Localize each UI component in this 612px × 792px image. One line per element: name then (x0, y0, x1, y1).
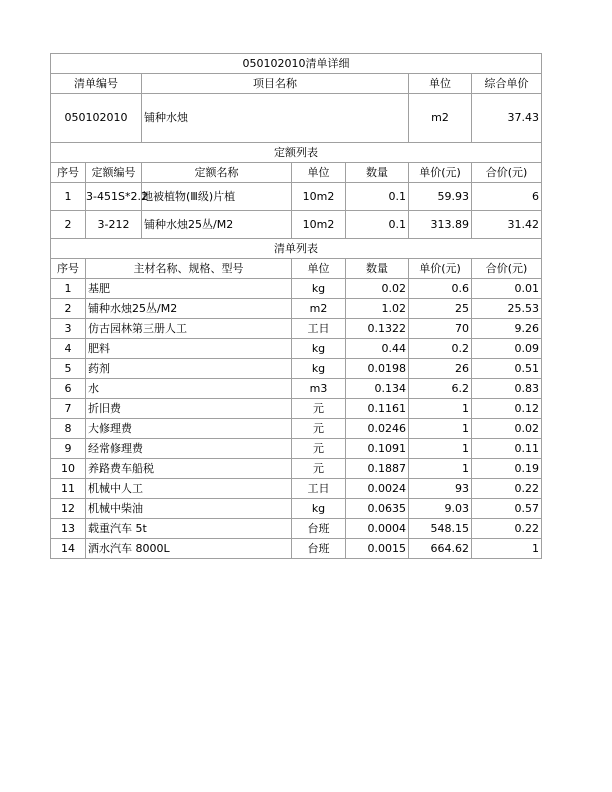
material-unit: 元 (292, 419, 346, 439)
table-row (51, 299, 542, 319)
material-price: 25 (409, 299, 472, 319)
material-name: 仿古园林第三册人工 (86, 319, 292, 339)
material-name: 经常修理费 (86, 439, 292, 459)
material-total: 0.12 (472, 399, 542, 419)
material-name: 机械中柴油 (86, 499, 292, 519)
table-row (51, 183, 542, 211)
materials-col-name: 主材名称、规格、型号 (86, 259, 292, 279)
material-name: 养路费车船税 (86, 459, 292, 479)
materials-col-qty: 数量 (346, 259, 409, 279)
materials-list (51, 279, 542, 559)
quota-total: 31.42 (472, 211, 542, 239)
materials-col-unit: 单位 (292, 259, 346, 279)
quota-no: 1 (51, 183, 86, 211)
bill-name: 铺种水烛 (142, 94, 409, 143)
material-price: 664.62 (409, 539, 472, 559)
material-price: 0.6 (409, 279, 472, 299)
material-qty: 0.0198 (346, 359, 409, 379)
material-unit: kg (292, 279, 346, 299)
table-row (51, 479, 542, 499)
table-row (51, 399, 542, 419)
material-name: 机械中人工 (86, 479, 292, 499)
material-no: 4 (51, 339, 86, 359)
quota-qty: 0.1 (346, 211, 409, 239)
material-no: 11 (51, 479, 86, 499)
material-price: 0.2 (409, 339, 472, 359)
material-qty: 1.02 (346, 299, 409, 319)
material-qty: 0.0015 (346, 539, 409, 559)
quota-total: 6 (472, 183, 542, 211)
material-no: 8 (51, 419, 86, 439)
table-row (51, 279, 542, 299)
material-name: 铺种水烛25丛/M2 (86, 299, 292, 319)
material-no: 5 (51, 359, 86, 379)
quota-col-qty: 数量 (346, 163, 409, 183)
material-unit: m2 (292, 299, 346, 319)
quota-code: 3-212 (86, 211, 142, 239)
material-price: 9.03 (409, 499, 472, 519)
material-total: 0.11 (472, 439, 542, 459)
table-row (51, 519, 542, 539)
quota-unit: 10m2 (292, 211, 346, 239)
material-no: 1 (51, 279, 86, 299)
material-name: 大修理费 (86, 419, 292, 439)
table-row (51, 419, 542, 439)
material-unit: 元 (292, 439, 346, 459)
quota-col-name: 定额名称 (142, 163, 292, 183)
material-no: 3 (51, 319, 86, 339)
material-qty: 0.0635 (346, 499, 409, 519)
material-no: 12 (51, 499, 86, 519)
quota-col-unit: 单位 (292, 163, 346, 183)
material-total: 0.22 (472, 519, 542, 539)
material-qty: 0.44 (346, 339, 409, 359)
material-price: 548.15 (409, 519, 472, 539)
quota-col-price: 单价(元) (409, 163, 472, 183)
quota-code: 3-451S*2.2 (86, 183, 142, 211)
material-unit: 台班 (292, 539, 346, 559)
material-qty: 0.02 (346, 279, 409, 299)
material-no: 13 (51, 519, 86, 539)
material-name: 基肥 (86, 279, 292, 299)
material-total: 0.01 (472, 279, 542, 299)
material-unit: 元 (292, 399, 346, 419)
material-price: 6.2 (409, 379, 472, 399)
material-price: 70 (409, 319, 472, 339)
material-no: 6 (51, 379, 86, 399)
table-row (51, 459, 542, 479)
material-total: 0.02 (472, 419, 542, 439)
quota-price: 313.89 (409, 211, 472, 239)
table-row (51, 211, 542, 239)
material-qty: 0.0246 (346, 419, 409, 439)
material-unit: m3 (292, 379, 346, 399)
table-row (51, 379, 542, 399)
material-unit: 元 (292, 459, 346, 479)
bill-price: 37.43 (472, 94, 542, 143)
material-no: 14 (51, 539, 86, 559)
material-total: 25.53 (472, 299, 542, 319)
unit-label: 单位 (409, 74, 472, 94)
material-total: 0.57 (472, 499, 542, 519)
name-label: 项目名称 (142, 74, 409, 94)
material-name: 洒水汽车 8000L (86, 539, 292, 559)
quota-section-title: 定额列表 (51, 143, 542, 163)
material-total: 1 (472, 539, 542, 559)
material-price: 1 (409, 459, 472, 479)
table-row (51, 319, 542, 339)
price-label: 综合单价 (472, 74, 542, 94)
table-row (51, 339, 542, 359)
material-price: 1 (409, 439, 472, 459)
table-row (51, 539, 542, 559)
materials-col-no: 序号 (51, 259, 86, 279)
material-total: 0.51 (472, 359, 542, 379)
quota-no: 2 (51, 211, 86, 239)
bill-unit: m2 (409, 94, 472, 143)
material-no: 10 (51, 459, 86, 479)
material-qty: 0.1322 (346, 319, 409, 339)
quota-unit: 10m2 (292, 183, 346, 211)
table-row (51, 359, 542, 379)
quota-col-total: 合价(元) (472, 163, 542, 183)
material-price: 1 (409, 419, 472, 439)
material-name: 药剂 (86, 359, 292, 379)
material-price: 93 (409, 479, 472, 499)
bill-detail-table (50, 53, 542, 559)
material-unit: 台班 (292, 519, 346, 539)
material-name: 肥料 (86, 339, 292, 359)
material-total: 9.26 (472, 319, 542, 339)
material-no: 9 (51, 439, 86, 459)
quota-name: 地被植物(Ⅲ级)片植 (142, 183, 292, 211)
material-unit: kg (292, 359, 346, 379)
quota-name: 铺种水烛25丛/M2 (142, 211, 292, 239)
bill-code: 050102010 (51, 94, 142, 143)
quota-col-no: 序号 (51, 163, 86, 183)
material-total: 0.19 (472, 459, 542, 479)
material-qty: 0.134 (346, 379, 409, 399)
material-qty: 0.0024 (346, 479, 409, 499)
quota-col-code: 定额编号 (86, 163, 142, 183)
material-qty: 0.1091 (346, 439, 409, 459)
material-qty: 0.1887 (346, 459, 409, 479)
material-unit: 工日 (292, 479, 346, 499)
material-unit: kg (292, 499, 346, 519)
table-row (51, 439, 542, 459)
material-price: 1 (409, 399, 472, 419)
material-name: 载重汽车 5t (86, 519, 292, 539)
material-name: 水 (86, 379, 292, 399)
material-unit: 工日 (292, 319, 346, 339)
code-label: 清单编号 (51, 74, 142, 94)
material-price: 26 (409, 359, 472, 379)
material-unit: kg (292, 339, 346, 359)
material-total: 0.09 (472, 339, 542, 359)
materials-col-price: 单价(元) (409, 259, 472, 279)
material-no: 7 (51, 399, 86, 419)
material-total: 0.22 (472, 479, 542, 499)
quota-qty: 0.1 (346, 183, 409, 211)
material-total: 0.83 (472, 379, 542, 399)
material-qty: 0.0004 (346, 519, 409, 539)
table-row (51, 499, 542, 519)
material-qty: 0.1161 (346, 399, 409, 419)
materials-section-title: 清单列表 (51, 239, 542, 259)
material-no: 2 (51, 299, 86, 319)
materials-col-total: 合价(元) (472, 259, 542, 279)
material-name: 折旧费 (86, 399, 292, 419)
table-title: 050102010清单详细 (51, 54, 542, 74)
quota-price: 59.93 (409, 183, 472, 211)
